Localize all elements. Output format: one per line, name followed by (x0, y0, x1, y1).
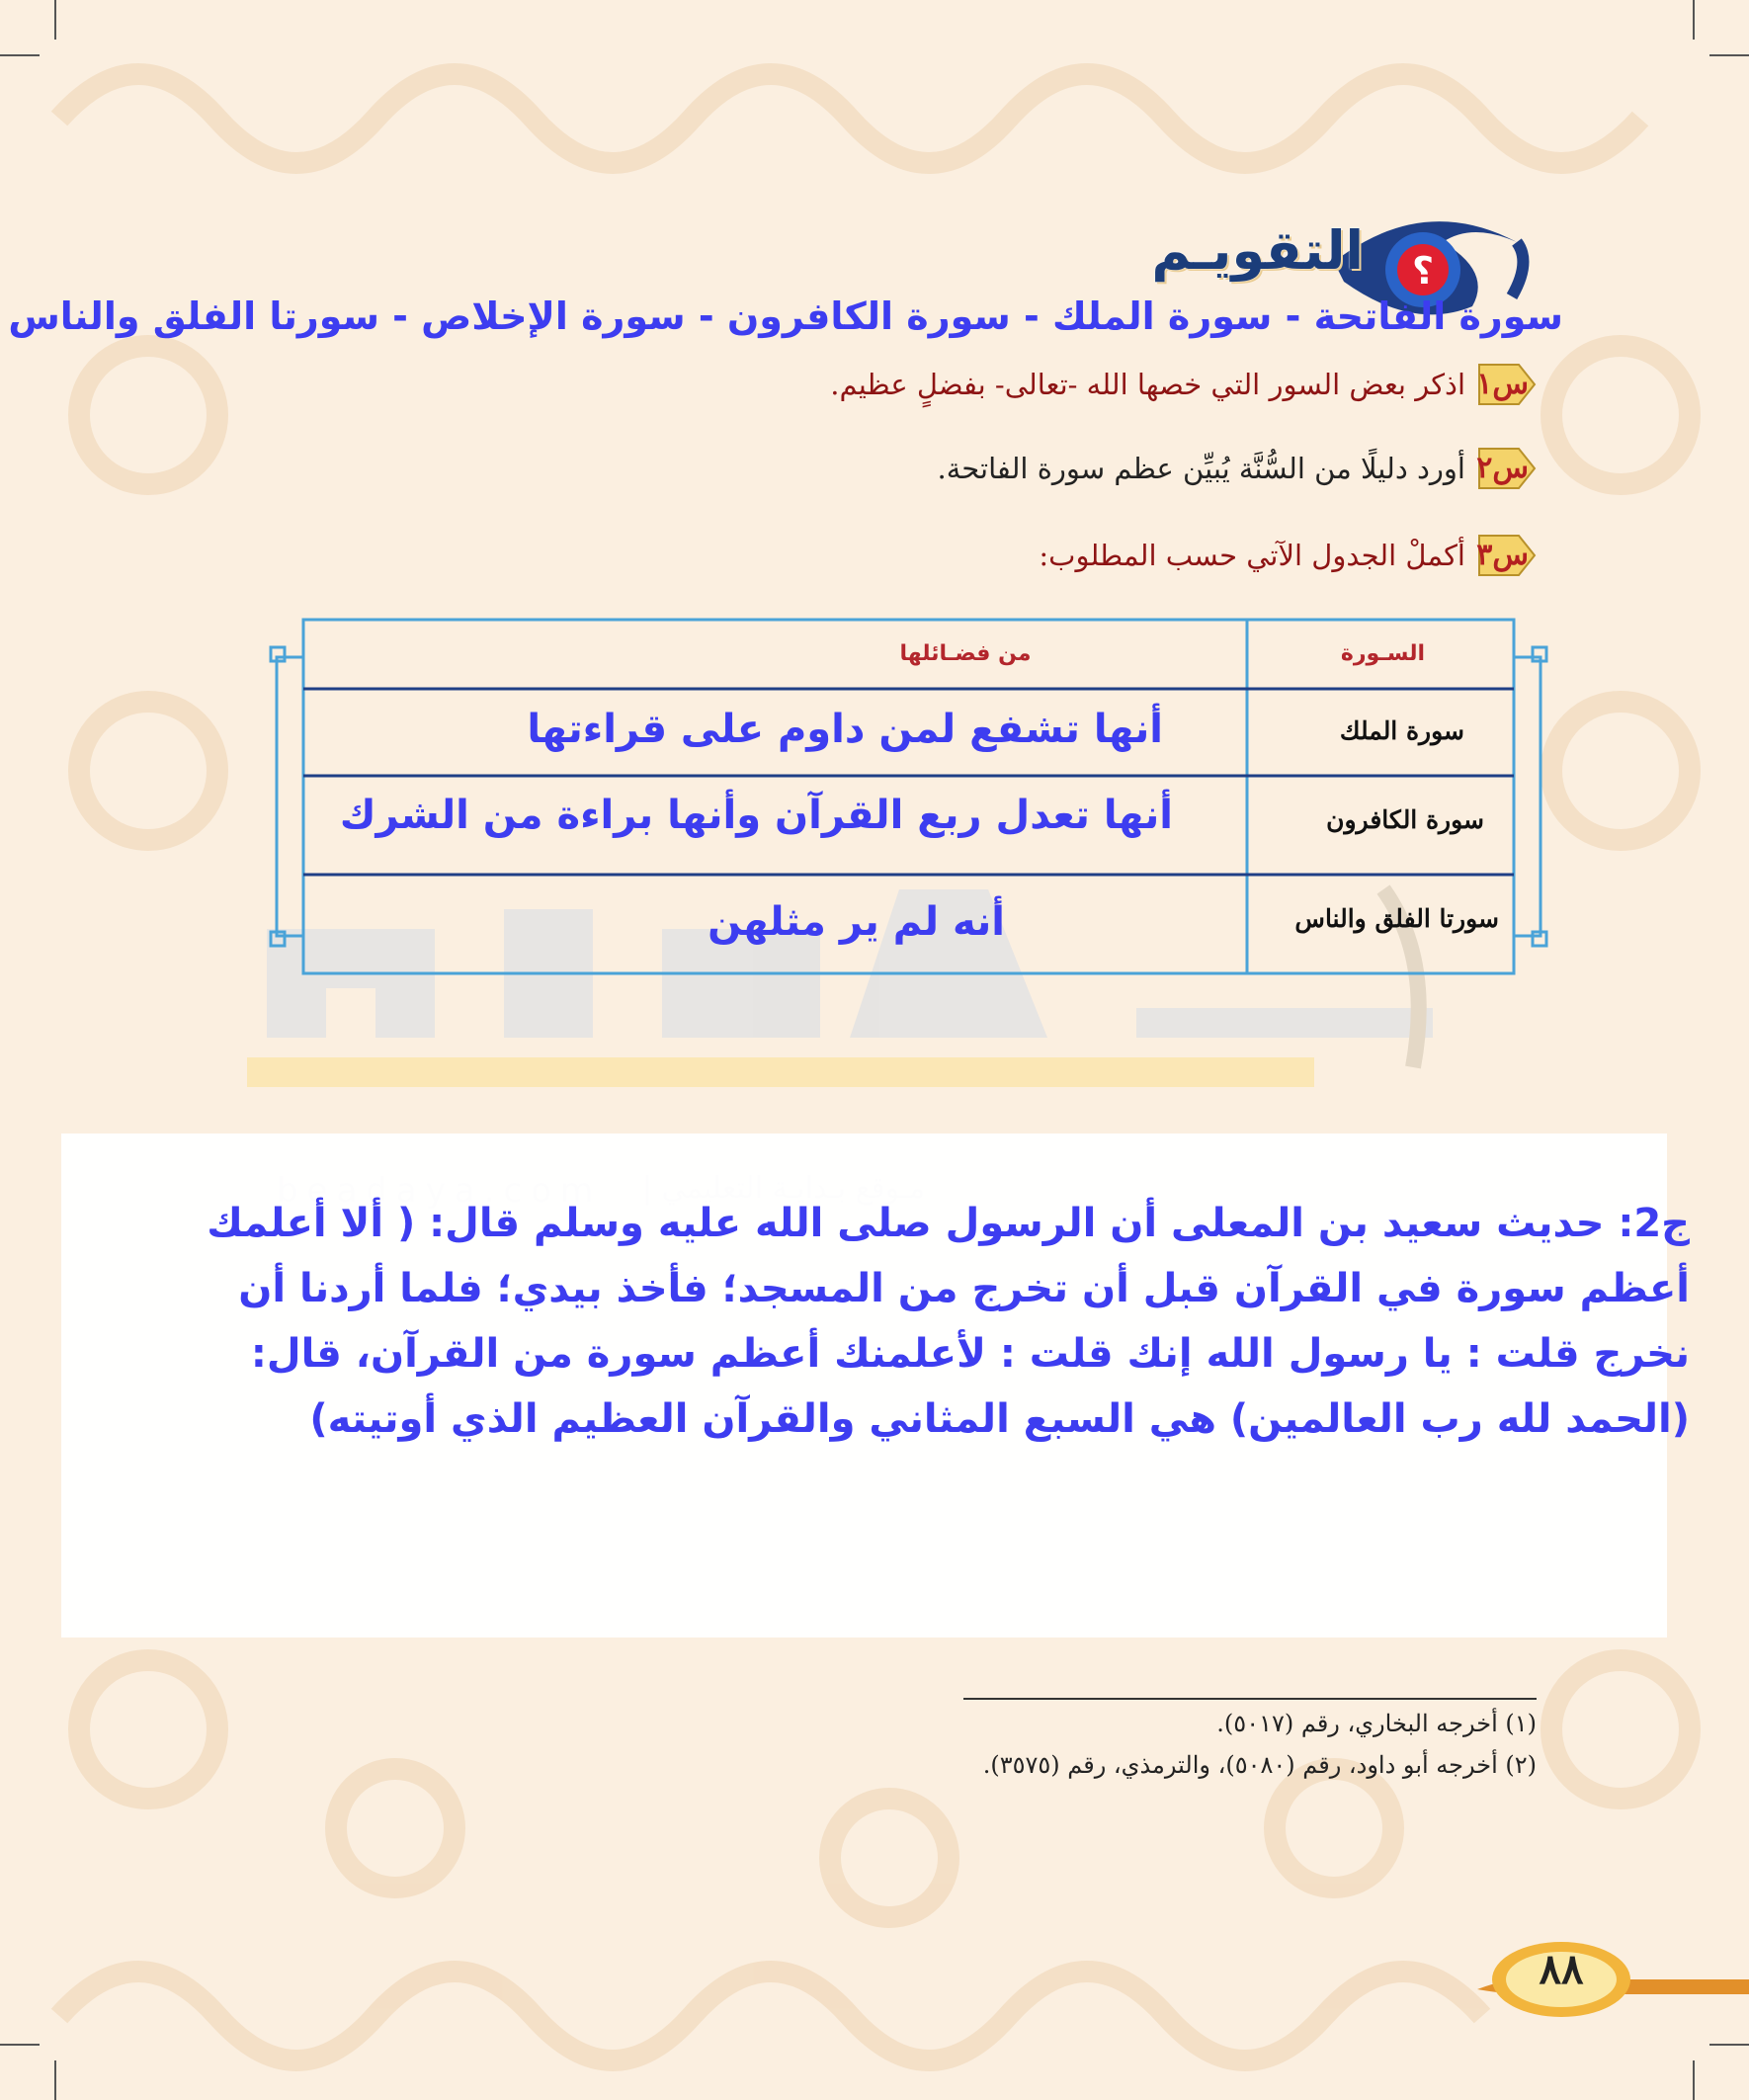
svg-text:؟: ؟ (1411, 249, 1435, 293)
virtues-table (259, 618, 1558, 975)
table-cell-surah: سورة الكافرون (1326, 805, 1484, 834)
table-cell-answer: أنه لم ير مثلهن (708, 899, 1005, 945)
question-2 (938, 442, 1537, 495)
question-badge-icon: س٢ (1475, 445, 1537, 492)
footnote-1: (١) أخرجه البخاري، رقم (٥٠١٧). (1216, 1710, 1537, 1737)
question-badge-icon: س٣ (1475, 532, 1537, 579)
footnote-2: (٢) أخرجه أبو داود، رقم (٥٠٨٠)، والترمذي، رقم (٣٥٧٥). (982, 1751, 1537, 1779)
crop-mark (1693, 0, 1695, 40)
table-cell-answer: أنها تشفع لمن داوم على قراءتها (527, 707, 1163, 752)
question-text: أورد دليلًا من السُّنَّة يُبيِّن عظم سورة الفاتحة. (937, 452, 1465, 485)
crop-mark (54, 0, 56, 40)
table-cell-surah: سورتا الفلق والناس (1294, 904, 1499, 933)
question-text: أكملْ الجدول الآتي حسب المطلوب: (1039, 539, 1465, 572)
crop-mark (1709, 54, 1749, 56)
crop-mark (54, 2060, 56, 2100)
answer-2-text: ج2: حديث سعيد بن المعلى أن الرسول صلى الله عليه وسلم قال: ( ألا أعلمك أعظم سورة في القرآن قبل أن تخرج من المسجد؛ فأخذ بيدي؛ فلما أردنا أن نخرج قلت : يا رسول الله إنك قلت : لأعلمنك أعظم سورة من القرآن، قال: (الحمد لله رب العالمين) هي السبع المثاني والقرآن العظيم الذي أوتيته) (207, 1201, 1690, 1442)
footnote-divider (963, 1698, 1537, 1700)
crop-mark (1709, 2044, 1749, 2046)
answer-1-text: سورة الفاتحة - سورة الملك - سورة الكافرون - سورة الإخلاص - سورتا الفلق والناس (8, 294, 1563, 338)
table-cell-surah: سورة الملك (1339, 716, 1464, 745)
question-1 (830, 358, 1537, 411)
table-header-surah: السـورة (1340, 641, 1425, 666)
crop-mark (0, 54, 40, 56)
table-header-virtues: من فضـائلها (899, 641, 1032, 666)
question-text: اذكر بعض السور التي خصها الله -تعالى- بفضلٍ عظيم. (830, 368, 1465, 401)
table-cell-answer: أنها تعدل ربع القرآن وأنها براءة من الشرك (339, 793, 1173, 838)
crop-mark (1693, 2060, 1695, 2100)
page-title: التقويـم (1151, 219, 1364, 282)
question-badge-icon: س١ (1475, 361, 1537, 408)
question-3 (1039, 529, 1537, 582)
crop-mark (0, 2044, 40, 2046)
page-number: ٨٨ (1539, 1945, 1584, 1993)
